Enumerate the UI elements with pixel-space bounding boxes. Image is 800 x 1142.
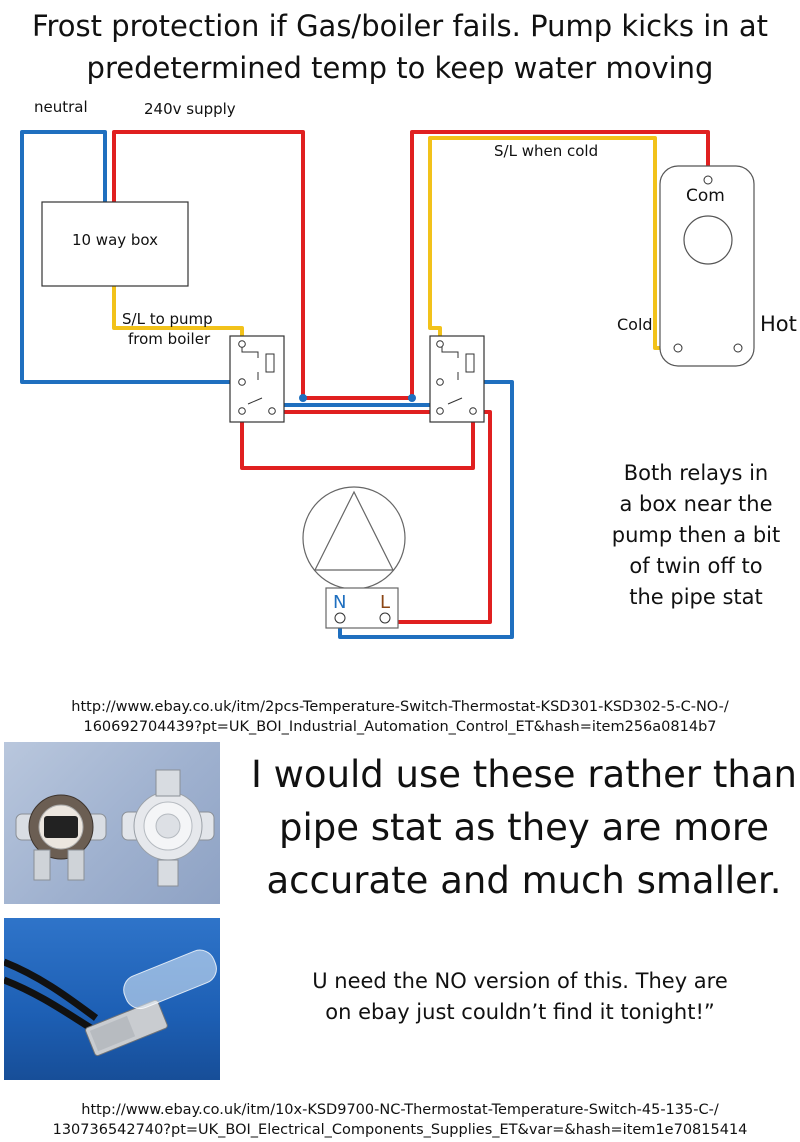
- live-wire-supply: [114, 132, 708, 398]
- sl-pump-label-line-1: S/L to pump: [122, 310, 213, 328]
- ebay-link-2-line-2[interactable]: 130736542740?pt=UK_BOI_Electrical_Components_Supplies_ET&var=&hash=item1e70815414: [52, 1122, 748, 1138]
- pump-live-terminal-label: L: [380, 592, 391, 613]
- pump-neutral-terminal-label: N: [333, 592, 347, 613]
- relay-right: [430, 336, 484, 422]
- neutral-label: neutral: [34, 98, 88, 116]
- recommendation-line-1: I would use these rather than: [251, 753, 797, 796]
- recommendation-line-3: accurate and much smaller.: [266, 859, 782, 902]
- recommendation-line-2: pipe stat as they are more: [278, 806, 770, 849]
- ebay-link-1-line-1[interactable]: http://www.ebay.co.uk/itm/2pcs-Temperature-Switch-Thermostat-KSD301-KSD302-5-C-NO-/: [71, 699, 729, 715]
- ebay-link-2-line-1[interactable]: http://www.ebay.co.uk/itm/10x-KSD9700-NC-Thermostat-Temperature-Switch-45-135-C-/: [81, 1102, 719, 1118]
- hot-label: Hot: [760, 312, 797, 336]
- ebay-link-1-line-2[interactable]: 160692704439?pt=UK_BOI_Industrial_Automation_Control_ET&hash=item256a0814b7: [83, 719, 717, 735]
- title-line-2: predetermined temp to keep water moving: [86, 51, 714, 85]
- ten-way-box-label: 10 way box: [71, 231, 159, 249]
- relay-left: [230, 336, 284, 422]
- sl-cold-label: S/L when cold: [494, 142, 599, 160]
- note-line-5: the pipe stat: [629, 585, 763, 609]
- advice-line-2: on ebay just couldn’t find it tonight!”: [325, 1000, 715, 1024]
- junction-dot: [408, 394, 416, 402]
- note-line-4: of twin off to: [629, 554, 763, 578]
- note-line-3: pump then a bit: [611, 523, 781, 547]
- note-line-2: a box near the: [619, 492, 773, 516]
- advice-line-1: U need the NO version of this. They are: [312, 969, 728, 993]
- junction-dot: [299, 394, 307, 402]
- ksd9700-thermostat-photo: [4, 918, 220, 1080]
- title-line-1: Frost protection if Gas/boiler fails. Pump kicks in at: [31, 9, 769, 43]
- note-line-1: Both relays in: [623, 461, 769, 485]
- supply-label: 240v supply: [144, 100, 236, 118]
- sl-pump-label-line-2: from boiler: [128, 330, 211, 348]
- com-label: Com: [686, 186, 725, 206]
- cold-label: Cold: [617, 315, 653, 334]
- ksd301-thermostat-photo: [4, 742, 220, 904]
